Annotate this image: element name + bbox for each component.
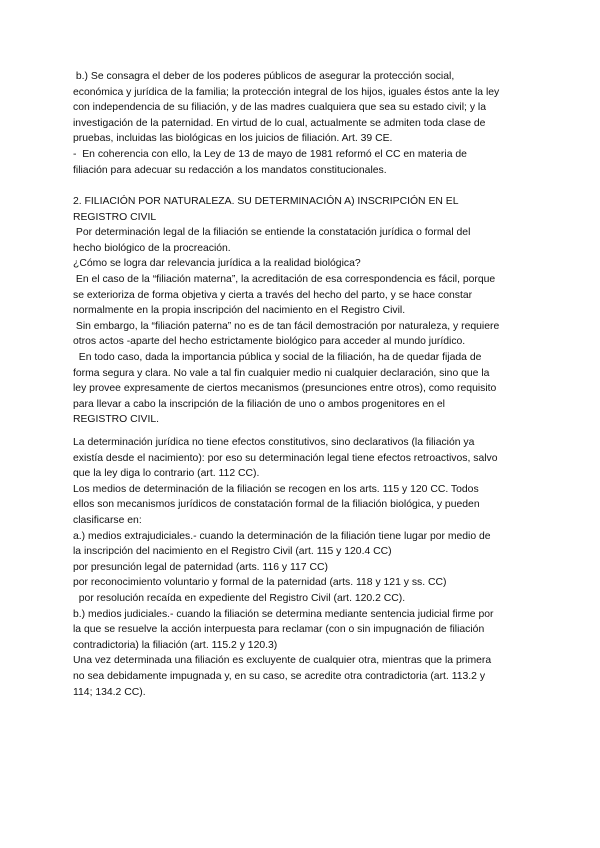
text-line: que la ley diga lo contrario (art. 112 CC). [73, 468, 260, 480]
text-line: ellos son mecanismos jurídicos de constatación formal de la filiación biológica, y pueden [73, 499, 480, 511]
text-line: REGISTRO CIVIL. [73, 414, 160, 426]
text-line: ley provee expresamente de ciertos mecanismos (presunciones entre otros), como requisito [73, 383, 497, 395]
text-line: clasificarse en: [73, 514, 142, 526]
text-line: b.) Se consagra el deber de los poderes públicos de asegurar la protección social, [73, 71, 455, 82]
text-line: la que se resuelve la acción interpuesta para reclamar (con o sin impugnación de filiación [73, 624, 485, 636]
text-line: normalmente en la propia inscripción del nacimiento en el Registro Civil. [73, 305, 406, 317]
text-line: forma segura y clara. No vale a tal fin cualquier medio ni cualquier declaración, sino que la [73, 367, 490, 379]
section-heading: REGISTRO CIVIL [73, 211, 157, 223]
text-line: pruebas, incluidas las biológicas en los juicios de filiación. Art. 39 CE. [73, 133, 393, 145]
text-line: Una vez determinada una filiación es excluyente de cualquier otra, mientras que la primera [73, 655, 492, 667]
text-line: - En coherencia con ello, la Ley de 13 de mayo de 1981 reformó el CC en materia de [73, 148, 467, 160]
determinacion-paragraph [73, 435, 535, 700]
text-line: Por determinación legal de la filiación se entiende la constatación jurídica o formal del [73, 227, 471, 239]
text-line: se exterioriza de forma objetiva y cierta a través del hecho del parto, y se hace constar [73, 289, 473, 301]
text-line: 114; 134.2 CC). [73, 686, 146, 698]
text-line: ¿Cómo se logra dar relevancia jurídica a la realidad biológica? [73, 258, 361, 270]
text-line: La determinación jurídica no tiene efectos constitutivos, sino declarativos (la filiación ya [73, 437, 475, 448]
text-line: existía desde el nacimiento): por eso su determinación legal tiene efectos retroactivos, salvo [73, 452, 498, 464]
text-line: b.) medios judiciales.- cuando la filiación se determina mediante sentencia judicial firme por [73, 608, 494, 620]
section-filiacion-naturaleza [73, 194, 535, 428]
text-line: por reconocimiento voluntario y formal de la paternidad (arts. 118 y 121 y ss. CC) [73, 577, 447, 589]
text-line: para llevar a cabo la inscripción de la filiación de uno o ambos progenitores en el [73, 398, 445, 410]
text-line: Los medios de determinación de la filiación se recogen en los arts. 115 y 120 CC. Todos [73, 483, 479, 495]
text-line: a.) medios extrajudiciales.- cuando la determinación de la filiación tiene lugar por medio de [73, 530, 491, 542]
text-line: Sin embargo, la “filiación paterna” no es de tan fácil demostración por naturaleza, y requiere [73, 320, 500, 332]
text-line: no sea debidamente impugnada y, en su caso, se acredite otra contradictoria (art. 113.2 y [73, 670, 486, 682]
text-line: otros actos -aparte del hecho estrictamente biológico para acceder al mundo jurídico. [73, 336, 466, 348]
section-heading: 2. FILIACIÓN POR NATURALEZA. SU DETERMINACIÓN A) INSCRIPCIÓN EN EL [73, 196, 459, 207]
text-line: hecho biológico de la procreación. [73, 242, 231, 254]
text-line: filiación para adecuar su redacción a los mandatos constitucionales. [73, 164, 387, 176]
text-line: En todo caso, dada la importancia pública y social de la filiación, ha de quedar fijada de [73, 351, 482, 363]
text-line: contradictoria) la filiación (art. 115.2 y 120.3) [73, 639, 278, 651]
text-line: por presunción legal de paternidad (arts. 116 y 117 CC) [73, 561, 328, 573]
text-line: por resolución recaída en expediente del Registro Civil (art. 120.2 CC). [73, 592, 406, 604]
text-line: investigación de la paternidad. En virtud de lo cual, actualmente se admiten toda clase de [73, 117, 486, 129]
text-line: En el caso de la “filiación materna”, la acreditación de esa correspondencia es fácil, porque [73, 273, 496, 285]
text-line: económica y jurídica de la familia; la protección integral de los hijos, iguales éstos ante la ley [73, 86, 500, 98]
text-line: con independencia de su filiación, y de las madres cualquiera que sea su estado civil; y la [73, 102, 486, 114]
text-line: la inscripción del nacimiento en el Registro Civil (art. 115 y 120.4 CC) [73, 546, 392, 558]
intro-paragraph [73, 69, 535, 178]
